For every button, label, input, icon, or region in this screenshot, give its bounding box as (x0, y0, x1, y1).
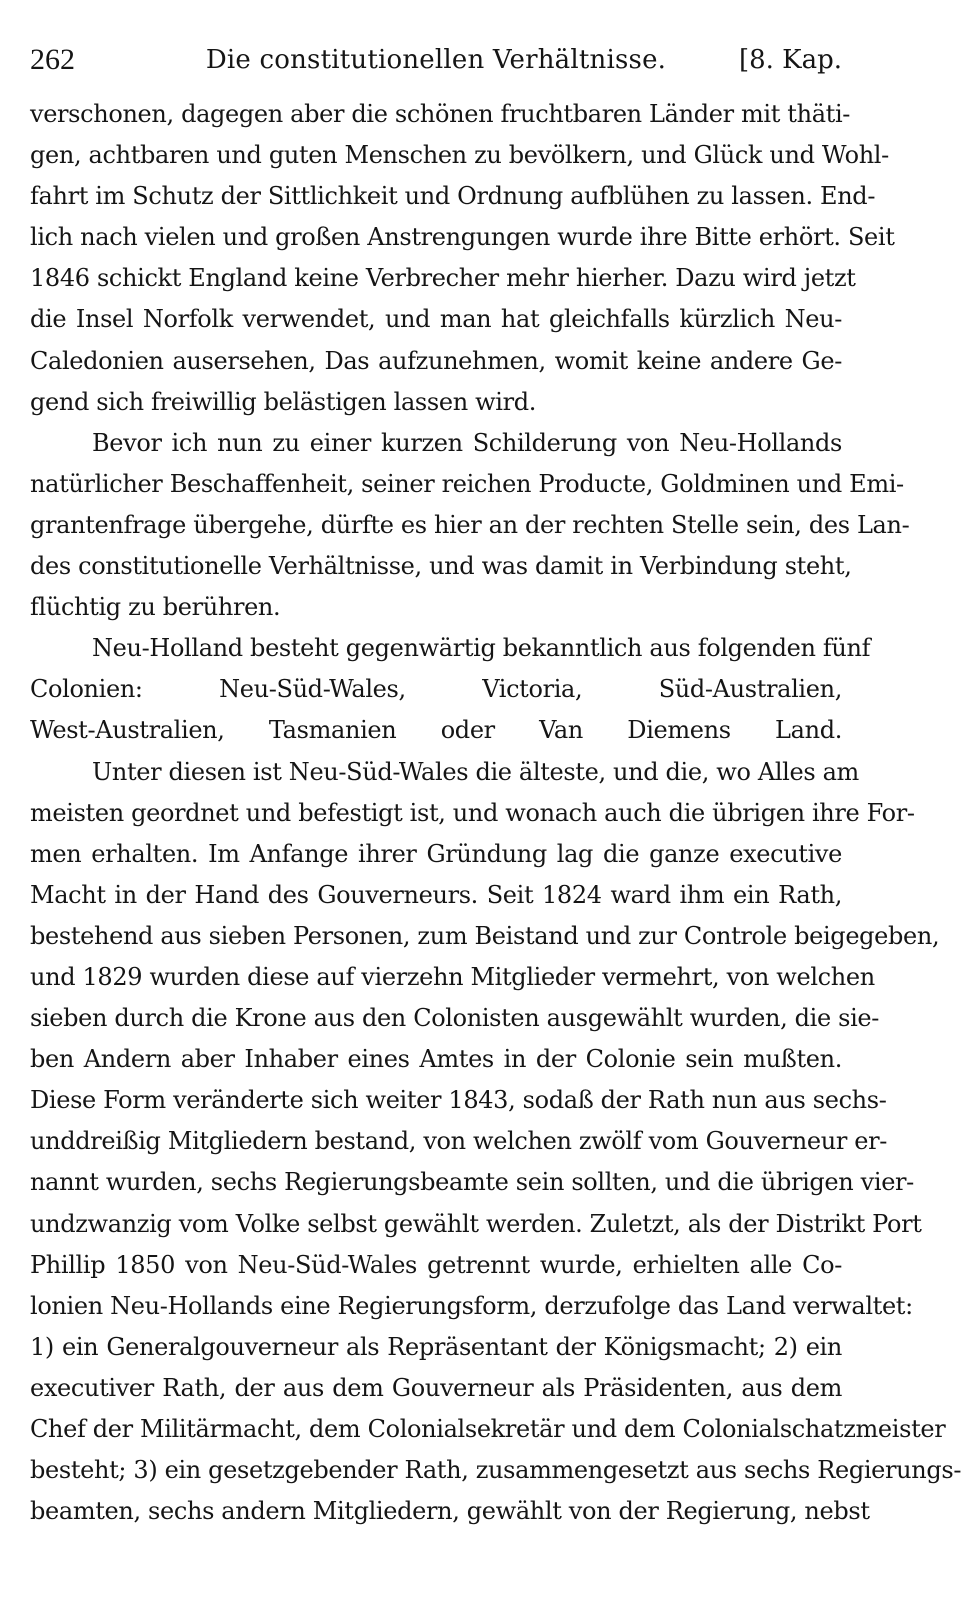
text-line: Colonien: Neu-Süd-Wales, Victoria, Süd-Australien, (30, 675, 842, 704)
text-line: gen, achtbaren und guten Menschen zu bevölkern, und Glück und Wohl- (30, 141, 889, 170)
text-line: natürlicher Beschaffenheit, seiner reichen Producte, Goldminen und Emi- (30, 469, 904, 498)
chapter-reference: [8. Kap. (738, 45, 842, 75)
text-line: lonien Neu-Hollands eine Regierungsform, derzufolge das Land verwaltet: (30, 1291, 913, 1320)
text-line: grantenfrage übergehe, dürfte es hier an der rechten Stelle sein, des Lan- (30, 510, 910, 539)
text-line: men erhalten. Im Anfange ihrer Gründung lag die ganze executive (30, 839, 842, 868)
text-line: gend sich freiwillig belästigen lassen wird. (30, 387, 537, 416)
text-line: Diese Form veränderte sich weiter 1843, sodaß der Rath nun aus sechs- (30, 1086, 887, 1115)
text-line: flüchtig zu berühren. (30, 593, 281, 622)
text-line: Phillip 1850 von Neu-Süd-Wales getrennt wurde, erhielten alle Co- (30, 1250, 842, 1279)
text-line: meisten geordnet und befestigt ist, und wonach auch die übrigen ihre For- (30, 798, 915, 827)
page-title: Die constitutionellen Verhältnisse. (205, 45, 667, 75)
text-line: Chef der Militärmacht, dem Colonialsekretär und dem Colonialschatzmeister (30, 1415, 946, 1443)
page-number: 262 (30, 43, 75, 76)
text-line: Macht in der Hand des Gouverneurs. Seit 1824 ward ihm ein Rath, (30, 880, 842, 909)
text-line: verschonen, dagegen aber die schönen fruchtbaren Länder mit thäti- (30, 100, 851, 128)
text-line: sieben durch die Krone aus den Colonisten ausgewählt wurden, die sie- (30, 1004, 880, 1033)
running-head (30, 34, 842, 86)
book-page (30, 34, 961, 1594)
text-line: 1) ein Generalgouverneur als Repräsentant der Königsmacht; 2) ein (30, 1332, 842, 1361)
text-line: lich nach vielen und großen Anstrengungen wurde ihre Bitte erhört. Seit (30, 223, 895, 252)
text-line: Caledonien ausersehen, Das aufzunehmen, womit keine andere Ge- (30, 346, 842, 375)
text-line: Unter diesen ist Neu-Süd-Wales die älteste, und die, wo Alles am (92, 757, 859, 786)
text-line: des constitutionelle Verhältnisse, und was damit in Verbindung steht, (30, 552, 852, 581)
text-line: ben Andern aber Inhaber eines Amtes in der Colonie sein mußten. (30, 1045, 842, 1074)
text-line: fahrt im Schutz der Sittlichkeit und Ordnung aufblühen zu lassen. End- (30, 182, 876, 211)
text-line: besteht; 3) ein gesetzgebender Rath, zusammengesetzt aus sechs Regierungs- (30, 1456, 961, 1485)
text-line: und 1829 wurden diese auf vierzehn Mitglieder vermehrt, von welchen (30, 962, 875, 991)
body-text (30, 94, 961, 1532)
text-line: executiver Rath, der aus dem Gouverneur als Präsidenten, aus dem (30, 1373, 842, 1402)
text-line: bestehend aus sieben Personen, zum Beistand und zur Controle beigegeben, (30, 921, 940, 950)
text-line: Bevor ich nun zu einer kurzen Schilderung von Neu-Hollands (92, 428, 842, 457)
text-line: die Insel Norfolk verwendet, und man hat gleichfalls kürzlich Neu- (30, 305, 842, 334)
text-line: West-Australien, Tasmanien oder Van Diemens Land. (30, 716, 842, 745)
text-line: unddreißig Mitgliedern bestand, von welchen zwölf vom Gouverneur er- (30, 1127, 887, 1156)
text-line: 1846 schickt England keine Verbrecher mehr hierher. Dazu wird jetzt (30, 264, 856, 293)
text-line: beamten, sechs andern Mitgliedern, gewählt von der Regierung, nebst (30, 1497, 870, 1526)
text-line: nannt wurden, sechs Regierungsbeamte sein sollten, und die übrigen vier- (30, 1168, 914, 1197)
text-line: undzwanzig vom Volke selbst gewählt werden. Zuletzt, als der Distrikt Port (30, 1209, 922, 1238)
text-line: Neu-Holland besteht gegenwärtig bekanntlich aus folgenden fünf (92, 634, 871, 663)
